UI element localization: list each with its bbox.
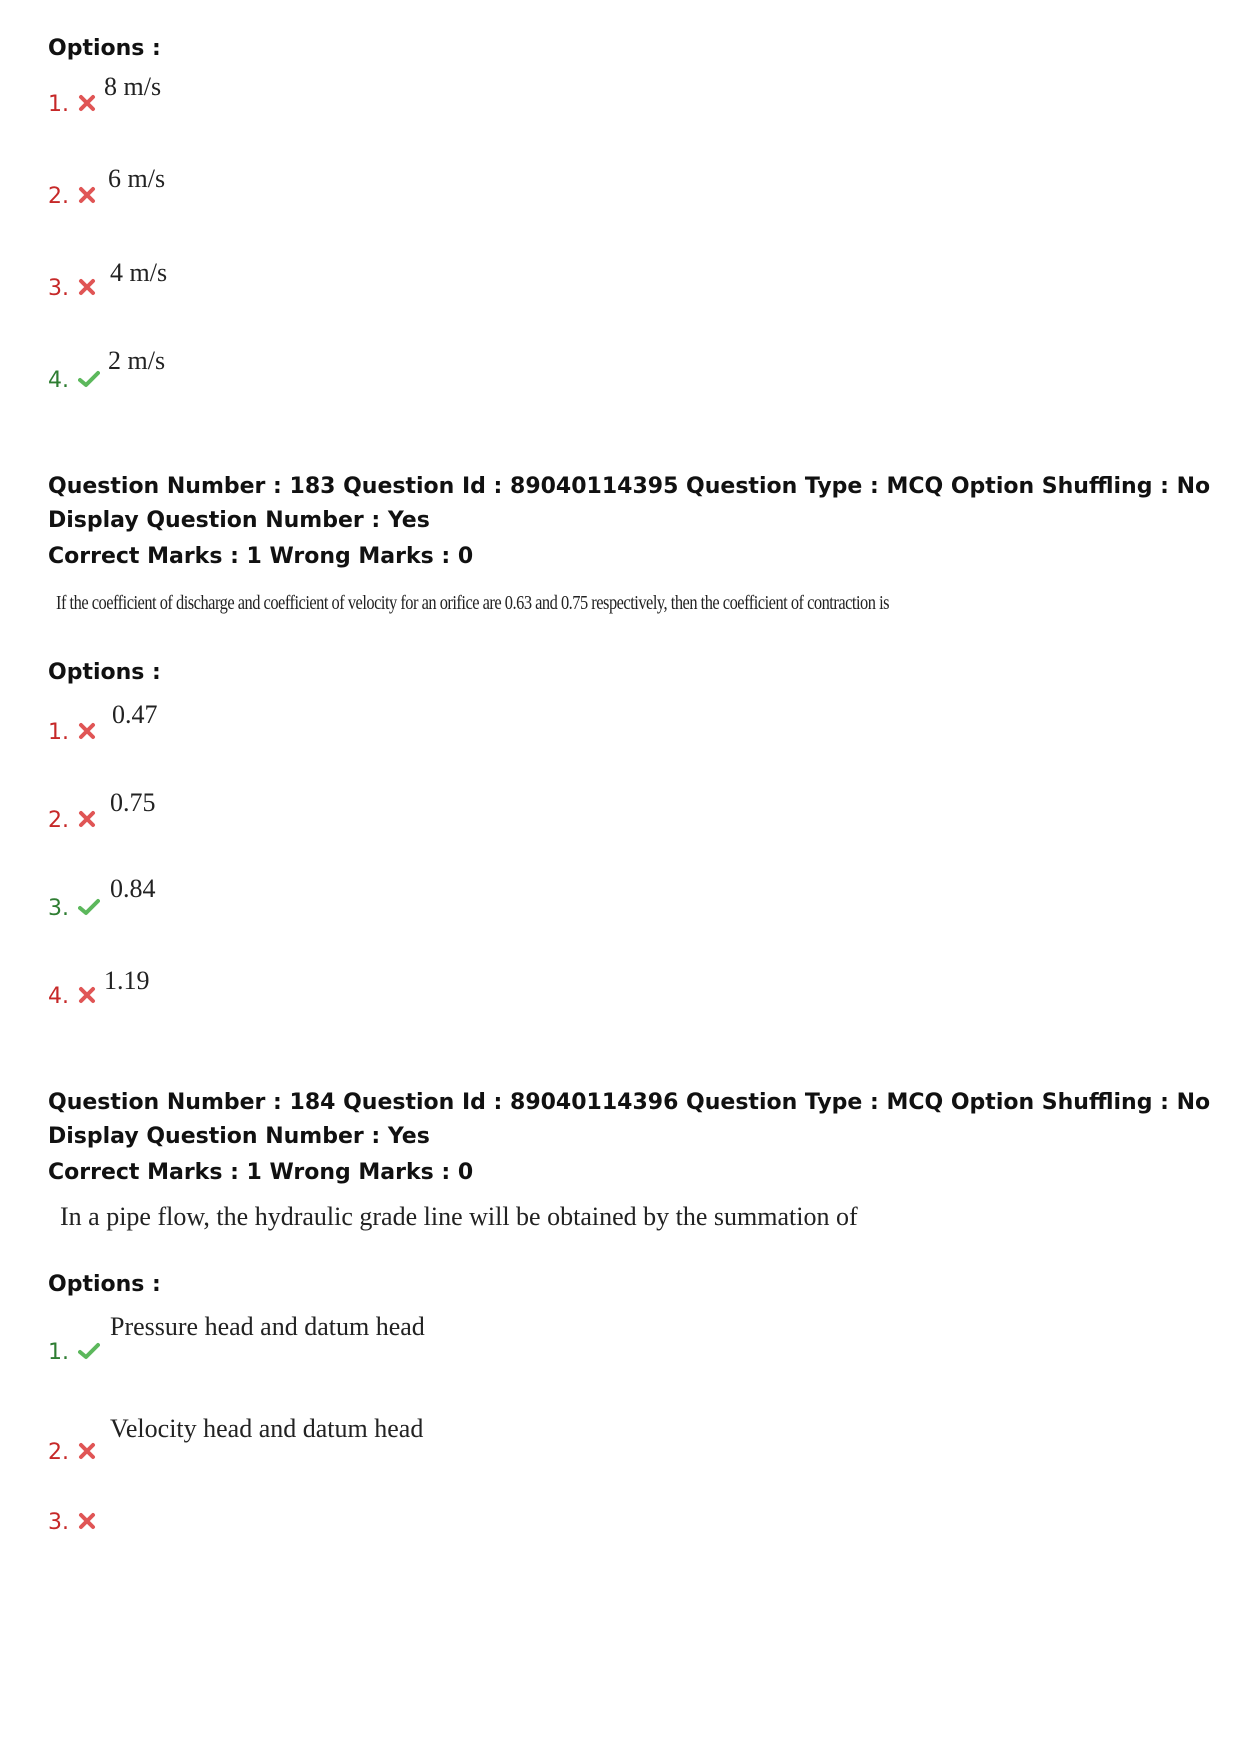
cross-icon [78,186,96,204]
options-label: Options : [48,1272,161,1297]
question-meta-line: Question Number : 184 Question Id : 89040114396 Question Type : MCQ Option Shuffling : No [48,1090,1211,1115]
question-header-184 [48,1086,1210,1190]
display-question-number: Display Question Number : Yes [48,508,430,533]
options-label: Options : [48,660,161,685]
option-text: 8 m/s [104,72,162,101]
option-number: 3. [48,896,69,921]
option-text: 6 m/s [108,164,166,193]
cross-icon [78,94,96,112]
option-number: 3. [48,276,69,301]
check-icon [78,1342,100,1360]
cross-icon [78,722,96,740]
option-number: 2. [48,184,69,209]
option-number: 4. [48,984,69,1009]
option-text: 0.84 [110,874,156,903]
question-text: If the coefficient of discharge and coefficient of velocity for an orifice are 0.63 and 0.75 respectively, then the coefficient of contraction is [56,592,890,614]
option-text: 1.19 [104,966,150,995]
question-meta-line: Question Number : 183 Question Id : 89040114395 Question Type : MCQ Option Shuffling : No [48,474,1211,499]
display-question-number: Display Question Number : Yes [48,1124,430,1149]
options-label: Options : [48,36,161,61]
cross-icon [78,1512,96,1530]
question-header-183 [48,470,1210,574]
option-number: 1. [48,1340,69,1365]
option-number: 2. [48,1440,69,1465]
cross-icon [78,1442,96,1460]
option-text: 0.75 [110,788,156,817]
option-text: Pressure head and datum head [110,1312,425,1341]
option-number: 4. [48,368,69,393]
option-text: Velocity head and datum head [110,1414,424,1443]
check-icon [78,370,100,388]
cross-icon [78,986,96,1004]
marks-line: Correct Marks : 1 Wrong Marks : 0 [48,1160,474,1185]
marks-line: Correct Marks : 1 Wrong Marks : 0 [48,544,474,569]
option-number: 2. [48,808,69,833]
option-text: 0.47 [112,700,158,729]
option-number: 1. [48,92,69,117]
option-text: 2 m/s [108,346,166,375]
check-icon [78,898,100,916]
option-number: 3. [48,1510,69,1535]
question-text: In a pipe flow, the hydraulic grade line will be obtained by the summation of [60,1202,858,1231]
option-text: 4 m/s [110,258,168,287]
option-number: 1. [48,720,69,745]
cross-icon [78,278,96,296]
cross-icon [78,810,96,828]
